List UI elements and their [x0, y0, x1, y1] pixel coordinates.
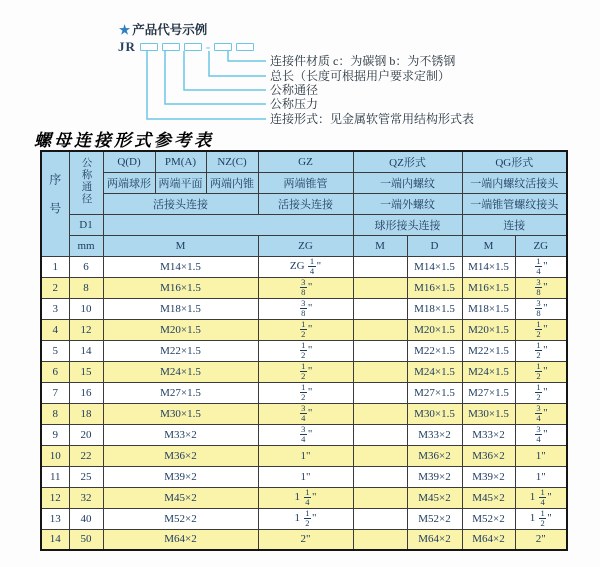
cell-dn: 18 [69, 403, 103, 424]
cell-qz_d: M20×1.5 [407, 319, 462, 340]
table-row [41, 277, 567, 298]
header-ball-joint-connection: 球形接头连接 [353, 214, 462, 235]
table-row [41, 403, 567, 424]
cell-m: M64×2 [103, 529, 258, 550]
header-desc-q: 两端球形 [103, 172, 155, 193]
cell-no: 1 [41, 256, 69, 277]
cell-gz: $\frac{1}{2}$ " [258, 340, 353, 361]
header-desc-nz: 两端内锥 [206, 172, 258, 193]
cell-dn: 10 [69, 298, 103, 319]
cell-qz_d: M45×2 [407, 487, 462, 508]
callout-material: 连接件材质 c：为碳钢 b：为不锈钢 [270, 54, 456, 68]
table-body [41, 256, 567, 550]
cell-qg_zg: 1" [515, 445, 567, 466]
callout-length: 总长（长度可根据用户要求定制） [270, 69, 451, 83]
cell-gz: $\frac{1}{2}$ " [258, 382, 353, 403]
cell-qg_zg: $\frac{1}{2}$ " [515, 319, 567, 340]
header-desc-qz: 一端内螺纹 [353, 172, 462, 193]
table-row [41, 466, 567, 487]
header-dn [69, 151, 103, 214]
cell-qg_m: M16×1.5 [462, 277, 515, 298]
dn-label: 公称通径 [80, 157, 92, 206]
table-row [41, 340, 567, 361]
product-code-prefix: JR [118, 39, 136, 54]
cell-no: 7 [41, 382, 69, 403]
table-row [41, 529, 567, 550]
table-row [41, 256, 567, 277]
cell-dn: 40 [69, 508, 103, 529]
cell-no: 8 [41, 403, 69, 424]
cell-qz_m [353, 298, 407, 319]
cell-gz: $\frac{3}{8}$ " [258, 298, 353, 319]
header-form-qg: QG形式 [462, 151, 567, 172]
cell-gz: $\frac{3}{8}$ " [258, 277, 353, 298]
cell-qz_d: M27×1.5 [407, 382, 462, 403]
cell-m: M22×1.5 [103, 340, 258, 361]
cell-m: M24×1.5 [103, 361, 258, 382]
cell-gz: $\frac{1}{2}$ " [258, 319, 353, 340]
header-seq [41, 151, 69, 256]
header-form-q: Q(D) [103, 151, 155, 172]
cell-qz_d: M33×2 [407, 424, 462, 445]
cell-no: 11 [41, 466, 69, 487]
header-row-units [41, 235, 567, 256]
cell-m: M16×1.5 [103, 277, 258, 298]
cell-qz_m [353, 277, 407, 298]
code-box-icon [214, 43, 232, 51]
cell-qg_m: M18×1.5 [462, 298, 515, 319]
cell-qz_d: M36×2 [407, 445, 462, 466]
cell-gz: $\frac{1}{2}$ " [258, 361, 353, 382]
table-title: 螺母连接形式参考表 [34, 131, 214, 150]
seq-label: 序号 [47, 173, 62, 232]
cell-qg_m: M14×1.5 [462, 256, 515, 277]
cell-qz_m [353, 361, 407, 382]
cell-no: 6 [41, 361, 69, 382]
cell-qg_m: M39×2 [462, 466, 515, 487]
code-box-icon [184, 43, 202, 51]
cell-qz_m [353, 529, 407, 550]
cell-qz_m [353, 256, 407, 277]
cell-gz: ZG $\frac{1}{4}$ " [258, 256, 353, 277]
header-gz-connection: 活接头连接 [258, 193, 353, 214]
cell-m: M33×2 [103, 424, 258, 445]
cell-qg_m: M30×1.5 [462, 403, 515, 424]
cell-no: 10 [41, 445, 69, 466]
header-qg-connection: 连接 [462, 214, 567, 235]
cell-dn: 16 [69, 382, 103, 403]
header-row-connection-type [41, 193, 567, 214]
cell-qz_d: M52×2 [407, 508, 462, 529]
cell-no: 13 [41, 508, 69, 529]
code-box-icon [162, 43, 180, 51]
header-empty-span [103, 214, 353, 235]
table-row [41, 508, 567, 529]
cell-qz_m [353, 487, 407, 508]
cell-qg_m: M20×1.5 [462, 319, 515, 340]
cell-qg_zg: 1" [515, 466, 567, 487]
cell-qg_zg: $\frac{3}{4}$ " [515, 403, 567, 424]
cell-qz_d: M24×1.5 [407, 361, 462, 382]
cell-m: M14×1.5 [103, 256, 258, 277]
cell-no: 3 [41, 298, 69, 319]
table-row [41, 487, 567, 508]
cell-m: M52×2 [103, 508, 258, 529]
cell-qg_m: M22×1.5 [462, 340, 515, 361]
cell-m: M45×2 [103, 487, 258, 508]
cell-dn: 20 [69, 424, 103, 445]
cell-qz_d: M22×1.5 [407, 340, 462, 361]
cell-qz_d: M18×1.5 [407, 298, 462, 319]
header-desc-gz: 两端锥管 [258, 172, 353, 193]
cell-qg_zg: $\frac{1}{4}$ " [515, 256, 567, 277]
cell-gz: 1 $\frac{1}{4}$ " [258, 487, 353, 508]
cell-qz_d: M16×1.5 [407, 277, 462, 298]
cell-dn: 6 [69, 256, 103, 277]
header-thread-qg-m: M [462, 235, 515, 256]
header-unit-mm: mm [69, 235, 103, 256]
header-row-d1 [41, 214, 567, 235]
cell-dn: 14 [69, 340, 103, 361]
cell-gz: 2" [258, 529, 353, 550]
cell-qg_zg: 1 $\frac{1}{4}$ " [515, 487, 567, 508]
cell-gz: 1 $\frac{1}{2}$ " [258, 508, 353, 529]
header-form-pm: PM(A) [155, 151, 206, 172]
cell-no: 2 [41, 277, 69, 298]
cell-qg_zg: $\frac{1}{2}$ " [515, 382, 567, 403]
table-row [41, 382, 567, 403]
table-row [41, 298, 567, 319]
cell-qg_zg: 2" [515, 529, 567, 550]
cell-qg_m: M24×1.5 [462, 361, 515, 382]
header-form-gz: GZ [258, 151, 353, 172]
cell-no: 12 [41, 487, 69, 508]
callout-diameter: 公称通径 [270, 83, 319, 97]
cell-gz: $\frac{3}{4}$ " [258, 424, 353, 445]
callout-connection: 连接形式：见金属软管常用结构形式表 [270, 112, 475, 126]
header-form-qz: QZ形式 [353, 151, 462, 172]
cell-qg_zg: $\frac{1}{2}$ " [515, 361, 567, 382]
cell-m: M30×1.5 [103, 403, 258, 424]
cell-dn: 22 [69, 445, 103, 466]
cell-no: 9 [41, 424, 69, 445]
header-thread-qg-zg: ZG [515, 235, 567, 256]
cell-qz_d: M14×1.5 [407, 256, 462, 277]
cell-qz_m [353, 382, 407, 403]
cell-qz_m [353, 403, 407, 424]
cell-qg_m: M64×2 [462, 529, 515, 550]
cell-m: M39×2 [103, 466, 258, 487]
cell-dn: 32 [69, 487, 103, 508]
code-dash: - [205, 39, 211, 54]
header-d1: D1 [69, 214, 103, 235]
code-box-icon [140, 43, 158, 51]
header-form-nz: NZ(C) [206, 151, 258, 172]
product-code-example-label: 产品代号示例 [132, 23, 208, 37]
header-desc-qg: 一端内螺纹活接头 [462, 172, 567, 193]
cell-gz: 1" [258, 445, 353, 466]
header-thread-m: M [103, 235, 258, 256]
cell-qz_m [353, 424, 407, 445]
product-code-example-heading [119, 20, 207, 38]
cell-no: 5 [41, 340, 69, 361]
cell-qg_m: M45×2 [462, 487, 515, 508]
cell-qg_m: M33×2 [462, 424, 515, 445]
header-qg-taper-joint: 一端锥管螺纹接头 [462, 193, 567, 214]
cell-qz_m [353, 508, 407, 529]
cell-qg_zg: 1 $\frac{1}{2}$ " [515, 508, 567, 529]
cell-m: M36×2 [103, 445, 258, 466]
header-thread-qz-m: M [353, 235, 407, 256]
cell-qz_d: M30×1.5 [407, 403, 462, 424]
header-qz-outer-thread: 一端外螺纹 [353, 193, 462, 214]
cell-dn: 12 [69, 319, 103, 340]
cell-qz_d: M39×2 [407, 466, 462, 487]
header-row-descriptions [41, 172, 567, 193]
cell-qg_zg: $\frac{1}{2}$ " [515, 340, 567, 361]
nut-connection-reference-table [40, 150, 568, 551]
cell-no: 4 [41, 319, 69, 340]
table-row [41, 319, 567, 340]
cell-gz: 1" [258, 466, 353, 487]
cell-m: M27×1.5 [103, 382, 258, 403]
star-icon: ★ [119, 23, 131, 37]
cell-dn: 8 [69, 277, 103, 298]
cell-qg_m: M52×2 [462, 508, 515, 529]
callout-pressure: 公称压力 [270, 97, 319, 111]
cell-m: M18×1.5 [103, 298, 258, 319]
cell-qz_d: M64×2 [407, 529, 462, 550]
header-union-connection: 活接头连接 [103, 193, 258, 214]
header-row-forms [41, 151, 567, 172]
cell-qz_m [353, 466, 407, 487]
header-thread-qz-d: D [407, 235, 462, 256]
table-row [41, 361, 567, 382]
product-code-row [118, 39, 254, 54]
cell-gz: $\frac{3}{4}$ " [258, 403, 353, 424]
header-desc-pm: 两端平面 [155, 172, 206, 193]
cell-no: 14 [41, 529, 69, 550]
cell-dn: 50 [69, 529, 103, 550]
cell-qg_zg: $\frac{3}{4}$ " [515, 424, 567, 445]
code-box-icon [236, 43, 254, 51]
cell-qg_m: M27×1.5 [462, 382, 515, 403]
table-row [41, 445, 567, 466]
cell-qz_m [353, 445, 407, 466]
cell-dn: 25 [69, 466, 103, 487]
table-row [41, 424, 567, 445]
header-thread-zg: ZG [258, 235, 353, 256]
cell-qg_zg: $\frac{3}{8}$ " [515, 277, 567, 298]
cell-qz_m [353, 340, 407, 361]
cell-dn: 15 [69, 361, 103, 382]
cell-qg_m: M36×2 [462, 445, 515, 466]
cell-qz_m [353, 319, 407, 340]
cell-qg_zg: $\frac{3}{8}$ " [515, 298, 567, 319]
cell-m: M20×1.5 [103, 319, 258, 340]
